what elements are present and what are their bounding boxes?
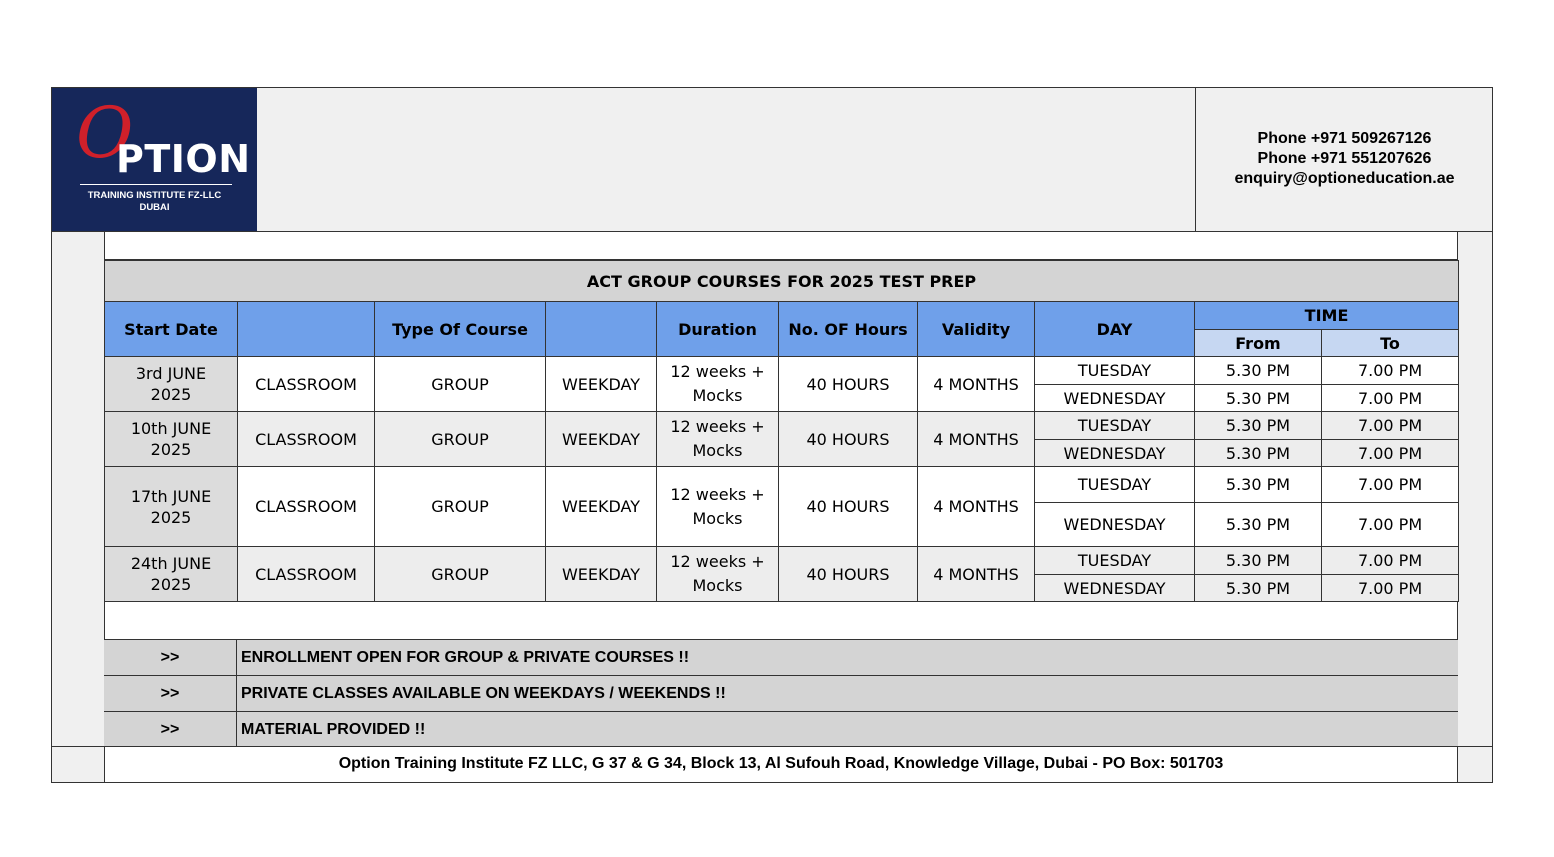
duration-cell [657,357,779,412]
title-row [105,261,1459,302]
validity-cell: 4 MONTHS [918,357,1035,412]
hours-cell: 40 HOURS [779,467,918,547]
time-from-cell: 5.30 PM [1195,467,1322,503]
schedule-cell: WEEKDAY [546,547,657,602]
time-to-cell: 7.00 PM [1322,467,1459,503]
header-from: From [1195,330,1322,357]
time-to-cell: 7.00 PM [1322,440,1459,467]
day-cell: TUESDAY [1035,412,1195,440]
mode-cell: CLASSROOM [238,467,375,547]
header-to: To [1322,330,1459,357]
header-duration: Duration [657,302,779,357]
start-date-year: 2025 [150,440,192,459]
time-from-cell: 5.30 PM [1195,385,1322,412]
header-validity: Validity [918,302,1035,357]
time-from-cell: 5.30 PM [1195,503,1322,547]
time-to-cell: 7.00 PM [1322,503,1459,547]
mode-cell: CLASSROOM [238,412,375,467]
schedule-cell: WEEKDAY [546,357,657,412]
notice-text: ENROLLMENT OPEN FOR GROUP & PRIVATE COURSES !! [237,640,1458,675]
start-date-day: 3rd JUNE [135,364,207,383]
logo-subtitle: TRAINING INSTITUTE FZ-LLC [87,190,222,201]
validity-cell: 4 MONTHS [918,547,1035,602]
time-from-cell: 5.30 PM [1195,575,1322,602]
time-from-cell: 5.30 PM [1195,440,1322,467]
time-from-cell: 5.30 PM [1195,357,1322,385]
header-day: DAY [1035,302,1195,357]
type-cell: GROUP [375,467,546,547]
start-date-cell [105,467,238,547]
duration-weeks: 12 weeks + [670,362,765,381]
page-title: ACT GROUP COURSES FOR 2025 TEST PREP [105,261,1459,302]
header-row [105,302,1459,330]
option-logo [52,88,257,232]
start-date-day: 24th JUNE [130,554,212,573]
logo-city: DUBAI [139,202,170,213]
start-date-cell [105,547,238,602]
notice-text: MATERIAL PROVIDED !! [237,712,1458,747]
time-from-cell: 5.30 PM [1195,412,1322,440]
table-row [105,467,1459,503]
hours-cell: 40 HOURS [779,547,918,602]
hours-cell: 40 HOURS [779,412,918,467]
contact-phone-2: Phone +971 551207626 [1257,150,1432,167]
course-schedule-table [104,260,1459,602]
day-cell: WEDNESDAY [1035,503,1195,547]
time-to-cell: 7.00 PM [1322,357,1459,385]
notice-marker: >> [104,640,237,675]
header-type-of-course: Type Of Course [375,302,546,357]
schedule-cell: WEEKDAY [546,412,657,467]
schedule-cell: WEEKDAY [546,467,657,547]
duration-mocks: Mocks [692,576,743,595]
duration-cell [657,467,779,547]
time-from-cell: 5.30 PM [1195,547,1322,575]
day-cell: TUESDAY [1035,467,1195,503]
start-date-cell [105,357,238,412]
duration-cell [657,412,779,467]
duration-mocks: Mocks [692,508,743,528]
header-hours: No. OF Hours [779,302,918,357]
day-cell: WEDNESDAY [1035,385,1195,412]
day-cell: TUESDAY [1035,357,1195,385]
footer-address: Option Training Institute FZ LLC, G 37 & G 34, Block 13, Al Sufouh Road, Knowledge Village, Dubai - PO Box: 501703 [104,747,1458,782]
duration-weeks: 12 weeks + [670,484,765,504]
mode-cell: CLASSROOM [238,357,375,412]
contact-phone-1: Phone +971 509267126 [1257,130,1432,147]
contact-box [1195,88,1492,232]
table-row [105,357,1459,385]
start-date-year: 2025 [150,507,192,527]
header-blank-1 [238,302,375,357]
start-date-day: 17th JUNE [130,486,212,506]
start-date-cell [105,412,238,467]
day-cell: TUESDAY [1035,547,1195,575]
validity-cell: 4 MONTHS [918,467,1035,547]
table-row [105,412,1459,440]
duration-cell [657,547,779,602]
duration-weeks: 12 weeks + [670,417,765,436]
validity-cell: 4 MONTHS [918,412,1035,467]
logo-letter-o: O [76,92,134,174]
time-to-cell: 7.00 PM [1322,385,1459,412]
start-date-year: 2025 [150,575,192,594]
type-cell: GROUP [375,412,546,467]
header-start-date: Start Date [105,302,238,357]
logo-wordmark: PTION [116,137,251,181]
type-cell: GROUP [375,547,546,602]
duration-mocks: Mocks [692,441,743,460]
mode-cell: CLASSROOM [238,547,375,602]
notice-row [104,712,1458,748]
duration-weeks: 12 weeks + [670,552,765,571]
start-date-year: 2025 [150,385,192,404]
duration-mocks: Mocks [692,386,743,405]
time-to-cell: 7.00 PM [1322,547,1459,575]
header-blank-2 [546,302,657,357]
notice-row [104,676,1458,712]
day-cell: WEDNESDAY [1035,575,1195,602]
header-time: TIME [1195,302,1459,330]
start-date-day: 10th JUNE [130,419,212,438]
notice-marker: >> [104,676,237,711]
time-to-cell: 7.00 PM [1322,575,1459,602]
logo-divider [80,184,232,185]
time-to-cell: 7.00 PM [1322,412,1459,440]
day-cell: WEDNESDAY [1035,440,1195,467]
table-row [105,547,1459,575]
notice-text: PRIVATE CLASSES AVAILABLE ON WEEKDAYS / WEEKENDS !! [237,676,1458,711]
type-cell: GROUP [375,357,546,412]
hours-cell: 40 HOURS [779,357,918,412]
notice-row [104,640,1458,676]
notice-marker: >> [104,712,237,747]
contact-email[interactable]: enquiry@optioneducation.ae [1234,170,1455,187]
